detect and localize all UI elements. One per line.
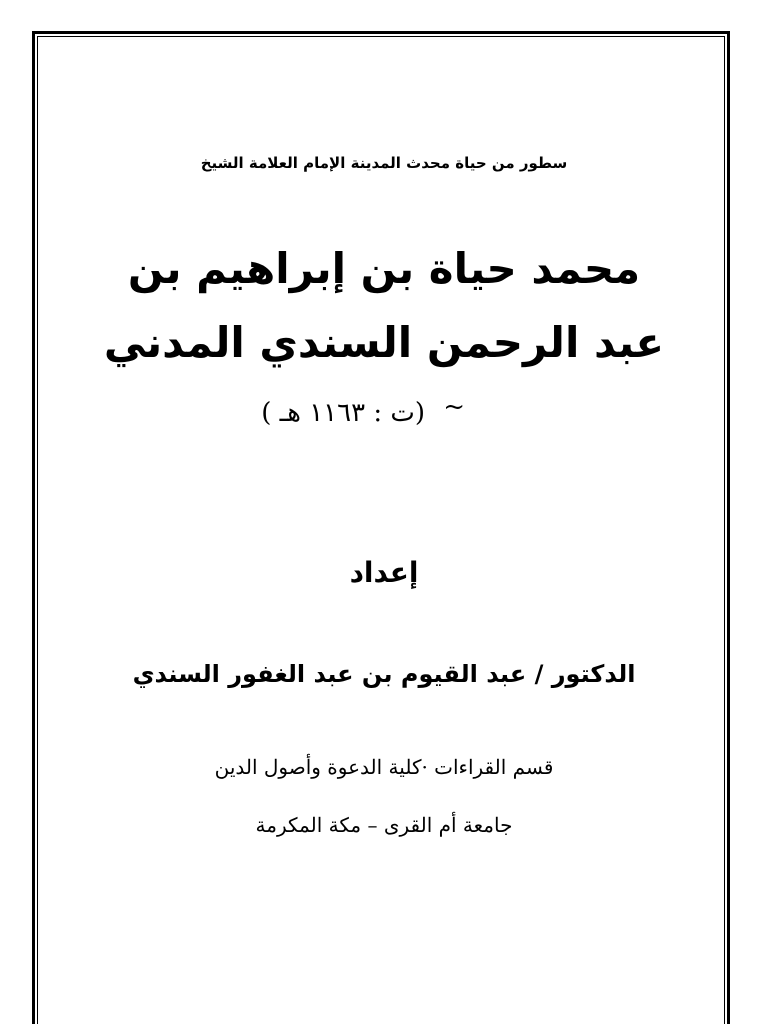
title-line-2: عبد الرحمن السندي المدني (103, 318, 665, 367)
tilde-mark: ~ (443, 392, 465, 422)
university-line: جامعة أم القرى – مكة المكرمة (255, 813, 513, 837)
department-line: قسم القراءات ·كلية الدعوة وأصول الدين (214, 755, 554, 779)
title-line-1: محمد حياة بن إبراهيم بن (127, 244, 641, 293)
death-date: (ت : ١١٦٣ هـ ) (261, 398, 425, 428)
prepared-by-label: إعداد (349, 556, 419, 589)
author-name: الدكتور / عبد القيوم بن عبد الغفور السندي (132, 660, 636, 688)
death-date-row (255, 394, 475, 438)
cover-subtitle: سطور من حياة محدث المدينة الإمام العلامة الشيخ (200, 154, 568, 172)
inner-border-frame (37, 36, 725, 1024)
